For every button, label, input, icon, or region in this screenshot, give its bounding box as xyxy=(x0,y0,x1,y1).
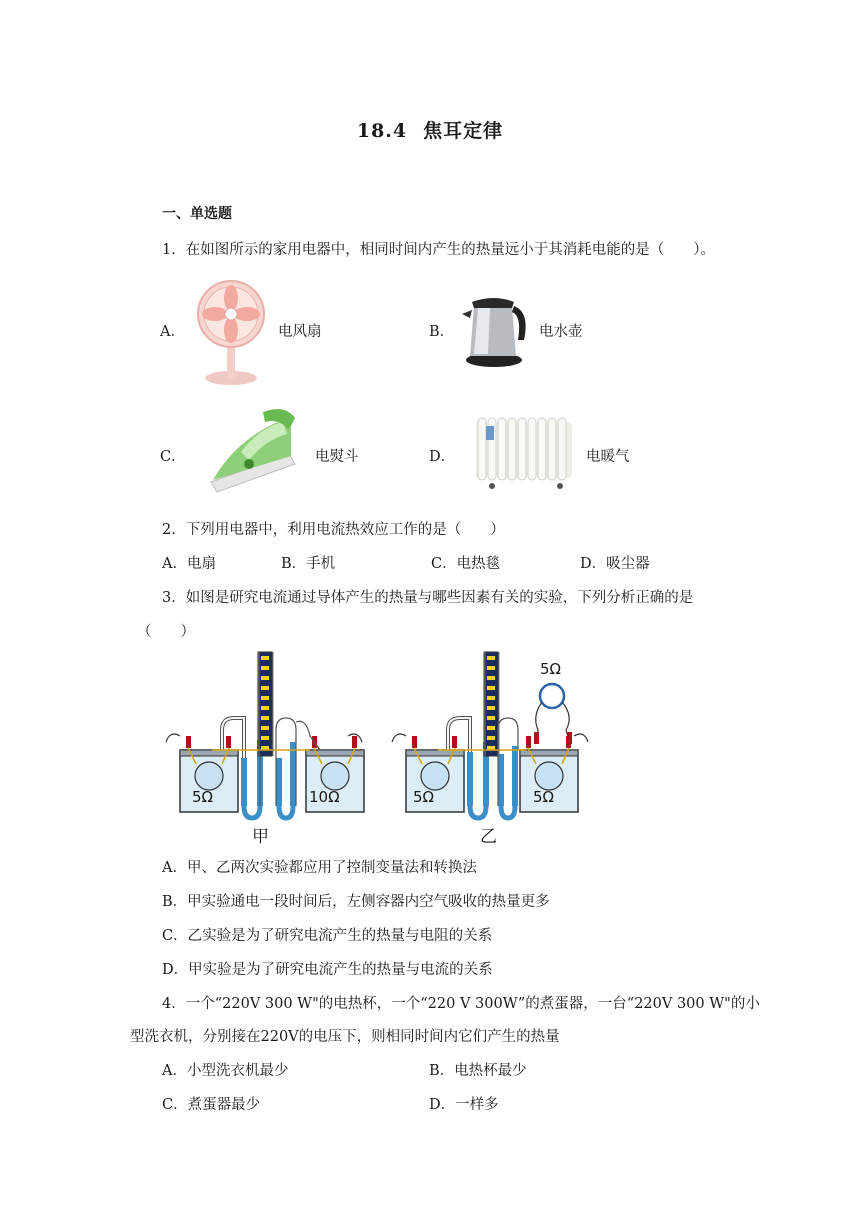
q2-option-a[interactable]: A．电扇 xyxy=(162,556,216,572)
desk-fan-icon xyxy=(196,278,266,386)
q4-stem-line2: 型洗衣机，分别接在220V的电压下，则相同时间内它们产生的热量 xyxy=(130,1029,560,1045)
setup-a-right-resistance: 10Ω xyxy=(309,788,340,806)
q1-option-c-label: 电熨斗 xyxy=(315,449,359,465)
q3-option-a[interactable]: A．甲、乙两次实验都应用了控制变量法和转换法 xyxy=(162,860,477,876)
q3-option-c[interactable]: C．乙实验是为了研究电流产生的热量与电阻的关系 xyxy=(162,928,493,944)
q3-option-d[interactable]: D．甲实验是为了研究电流产生的热量与电流的关系 xyxy=(162,962,493,978)
setup-a-left-resistance: 5Ω xyxy=(192,788,214,806)
electric-kettle-icon xyxy=(460,292,530,368)
q2-stem: 2．下列用电器中，利用电流热效应工作的是（ ） xyxy=(162,522,505,538)
q1-option-a-letter[interactable]: A． xyxy=(160,324,185,340)
q2-option-c[interactable]: C．电热毯 xyxy=(431,556,501,572)
q1-option-b-label: 电水壶 xyxy=(539,324,583,340)
q3-stem-line2: （ ） xyxy=(137,624,195,640)
setup-b-left-resistance: 5Ω xyxy=(413,788,435,806)
q4-stem-line1: 4．一个“220V 300 W"的电热杯，一个“220 V 300W”的煮蛋器，一台“220V 300 W"的小 xyxy=(162,996,760,1012)
setup-b-external-resistance: 5Ω xyxy=(540,660,562,678)
setup-a-caption: 甲 xyxy=(252,827,269,847)
q2-option-b[interactable]: B．手机 xyxy=(281,556,336,572)
q2-option-d[interactable]: D．吸尘器 xyxy=(580,556,650,572)
setup-b-right-resistance: 5Ω xyxy=(533,788,555,806)
q4-option-b[interactable]: B．电热杯最少 xyxy=(429,1063,527,1079)
title-number: 18.4 xyxy=(356,120,408,142)
joule-experiment-figure xyxy=(160,646,600,846)
q4-option-d[interactable]: D．一样多 xyxy=(429,1097,499,1113)
q1-option-d-label: 电暖气 xyxy=(586,449,630,465)
q1-option-c-letter[interactable]: C． xyxy=(160,449,186,465)
page-title xyxy=(0,116,860,143)
q1-option-d-letter[interactable]: D． xyxy=(429,449,456,465)
q1-stem: 1．在如图所示的家用电器中，相同时间内产生的热量远小于其消耗电能的是（ ）。 xyxy=(162,242,715,258)
q1-option-b-letter[interactable]: B． xyxy=(429,324,455,340)
q3-stem-line1: 3．如图是研究电流通过导体产生的热量与哪些因素有关的实验，下列分析正确的是 xyxy=(162,590,694,606)
q4-option-c[interactable]: C．煮蛋器最少 xyxy=(162,1097,261,1113)
section-heading: 一、单选题 xyxy=(162,206,232,222)
q1-option-a-label: 电风扇 xyxy=(278,324,322,340)
oil-heater-icon xyxy=(474,414,574,490)
q3-option-b[interactable]: B．甲实验通电一段时间后，左侧容器内空气吸收的热量更多 xyxy=(162,894,550,910)
q4-option-a[interactable]: A．小型洗衣机最少 xyxy=(162,1063,289,1079)
steam-iron-icon xyxy=(203,404,299,494)
title-name: 焦耳定律 xyxy=(423,120,504,142)
setup-b-caption: 乙 xyxy=(480,827,497,847)
